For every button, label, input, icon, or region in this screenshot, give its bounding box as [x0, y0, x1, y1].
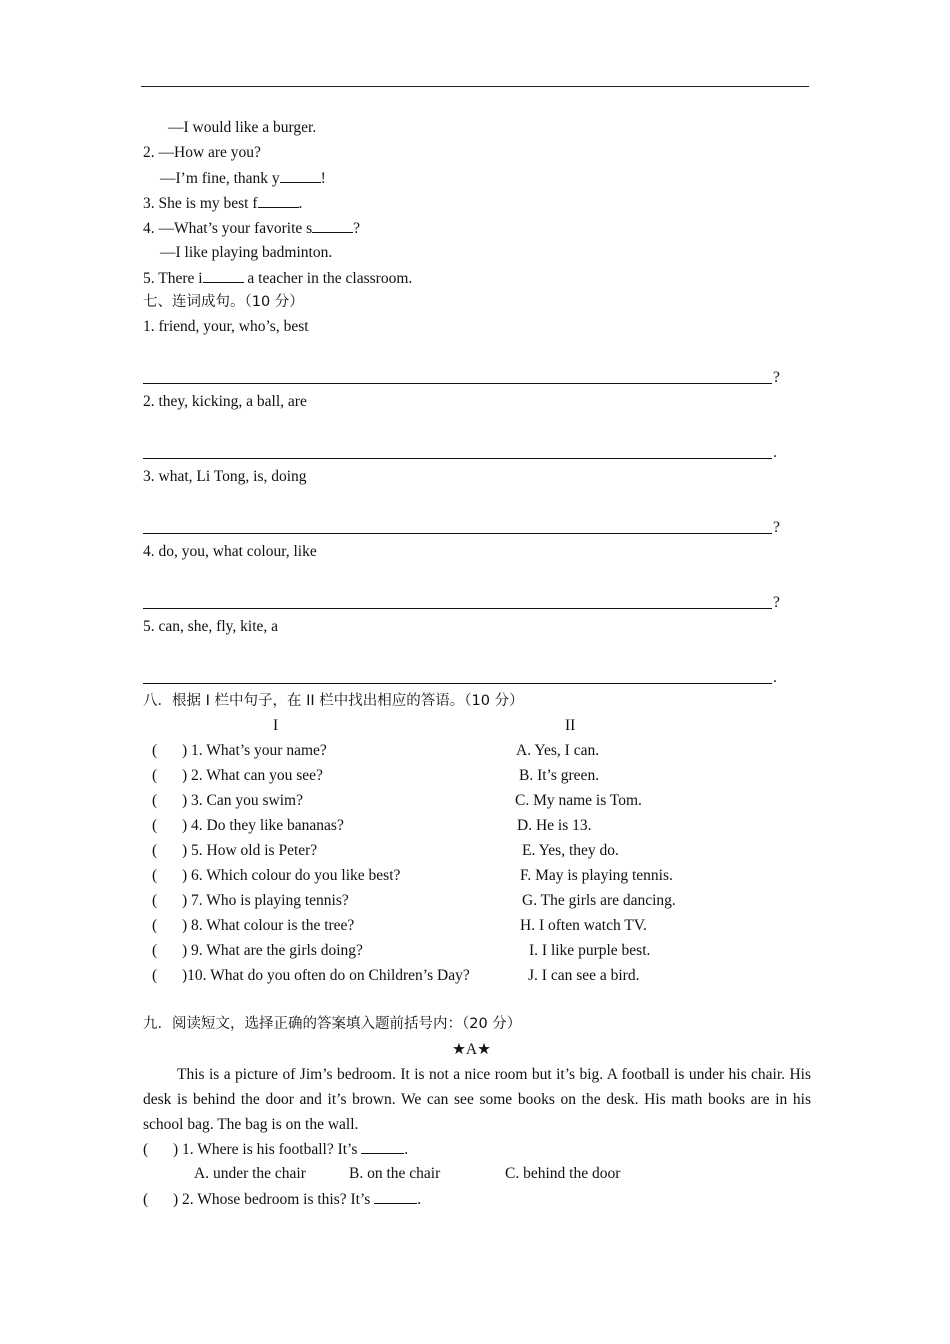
match-row-10 — [152, 967, 470, 985]
s7-end-4: ? — [773, 594, 780, 611]
q3-end: . — [298, 195, 303, 212]
reading-q2-end: . — [417, 1191, 422, 1208]
match-answer-e: E. Yes, they do. — [522, 842, 619, 859]
header-rule — [141, 86, 809, 87]
q2-question: 2. —How are you? — [143, 144, 261, 161]
q5-blank[interactable] — [203, 269, 244, 283]
match-answer-b: B. It’s green. — [519, 767, 600, 784]
q4-text: 4. —What’s your favorite s — [143, 220, 313, 237]
match-question: ) 4. Do they like bananas? — [182, 817, 344, 834]
match-question: ) 8. What colour is the tree? — [182, 917, 355, 934]
q2-reply-text: —I’m fine, thank y — [160, 170, 280, 187]
q4-line — [143, 219, 360, 238]
match-row-4 — [152, 817, 344, 835]
answer-paren[interactable]: ( — [152, 967, 158, 984]
reading-q1-option-a: A. under the chair — [194, 1165, 306, 1182]
answer-paren[interactable]: ( — [152, 917, 158, 934]
reading-q2-blank[interactable] — [374, 1190, 417, 1204]
match-row-7 — [152, 892, 349, 910]
match-row-2 — [152, 767, 323, 785]
s7-prompt-4: 4. do, you, what colour, like — [143, 543, 317, 560]
reading-q1-text: ) 1. Where is his football? It’s — [173, 1141, 362, 1158]
match-answer-c: C. My name is Tom. — [515, 792, 642, 809]
reading-q1 — [143, 1140, 408, 1159]
match-row-9 — [152, 942, 363, 960]
q2-blank[interactable] — [280, 169, 321, 183]
q5-text: 5. There i — [143, 270, 203, 287]
answer-paren[interactable]: ( — [152, 867, 158, 884]
answer-paren[interactable]: ( — [152, 942, 158, 959]
s7-prompt-2: 2. they, kicking, a ball, are — [143, 393, 307, 410]
s7-answer-line-1[interactable] — [143, 383, 772, 384]
q5-line — [143, 269, 412, 288]
match-question: ) 1. What’s your name? — [182, 742, 327, 759]
match-question: ) 6. Which colour do you like best? — [182, 867, 401, 884]
match-row-5 — [152, 842, 317, 860]
match-row-3 — [152, 792, 303, 810]
section9-heading: 九．阅读短文，选择正确的答案填入题前括号内：（20 分） — [143, 1016, 522, 1032]
q1-answer: —I would like a burger. — [168, 119, 317, 136]
reading-q1-option-b: B. on the chair — [349, 1165, 441, 1182]
match-question: ) 2. What can you see? — [182, 767, 323, 784]
match-row-6 — [152, 867, 400, 885]
match-question: )10. What do you often do on Children’s Day? — [182, 967, 470, 984]
answer-paren[interactable]: ( — [152, 767, 158, 784]
q2-reply-end: ! — [320, 170, 326, 187]
match-answer-f: F. May is playing tennis. — [520, 867, 673, 884]
reading-passage: This is a picture of Jim’s bedroom. It is not a nice room but it’s big. A football is under his chair. His desk is behind the door and it’s brown. We can see some books on the desk. His math books are in his school bag. The bag is on the wall. — [143, 1066, 811, 1133]
reading-q1-end: . — [404, 1141, 409, 1158]
s7-end-1: ? — [773, 369, 780, 386]
match-question: ) 5. How old is Peter? — [182, 842, 318, 859]
match-answer-d: D. He is 13. — [517, 817, 592, 834]
q4-reply: —I like playing badminton. — [160, 244, 333, 261]
s7-prompt-5: 5. can, she, fly, kite, a — [143, 618, 279, 635]
q3-line — [143, 194, 302, 213]
answer-paren[interactable]: ( — [152, 817, 158, 834]
reading-q1-option-c: C. behind the door — [505, 1165, 621, 1182]
match-row-1 — [152, 742, 327, 760]
passage-title: ★A★ — [452, 1041, 491, 1058]
section8-heading: 八．根据 I 栏中句子，在 II 栏中找出相应的答语。（10 分） — [143, 693, 524, 709]
s7-answer-line-4[interactable] — [143, 608, 772, 609]
answer-paren[interactable]: ( — [143, 1191, 149, 1208]
match-answer-j: J. I can see a bird. — [528, 967, 640, 984]
answer-paren[interactable]: ( — [143, 1141, 149, 1158]
q4-end: ? — [353, 220, 361, 237]
s7-prompt-3: 3. what, Li Tong, is, doing — [143, 468, 307, 485]
match-answer-g: G. The girls are dancing. — [522, 892, 676, 909]
reading-q1-blank[interactable] — [361, 1140, 404, 1154]
section7-heading: 七、连词成句。（10 分） — [143, 294, 304, 310]
q4-blank[interactable] — [312, 219, 353, 233]
match-answer-i: I. I like purple best. — [529, 942, 651, 959]
match-row-8 — [152, 917, 354, 935]
s7-end-2: . — [773, 444, 777, 461]
reading-q2 — [143, 1190, 421, 1209]
s7-prompt-1: 1. friend, your, who’s, best — [143, 318, 309, 335]
column-2-header: II — [565, 717, 576, 734]
answer-paren[interactable]: ( — [152, 842, 158, 859]
q5-end: a teacher in the classroom. — [243, 270, 413, 287]
answer-paren[interactable]: ( — [152, 742, 158, 759]
answer-paren[interactable]: ( — [152, 892, 158, 909]
q3-text: 3. She is my best f — [143, 195, 258, 212]
answer-paren[interactable]: ( — [152, 792, 158, 809]
s7-end-3: ? — [773, 519, 780, 536]
match-answer-a: A. Yes, I can. — [516, 742, 600, 759]
s7-answer-line-2[interactable] — [143, 458, 772, 459]
match-question: ) 3. Can you swim? — [182, 792, 303, 809]
match-answer-h: H. I often watch TV. — [520, 917, 647, 934]
match-question: ) 9. What are the girls doing? — [182, 942, 363, 959]
s7-end-5: . — [773, 669, 777, 686]
column-1-header: I — [273, 717, 279, 734]
s7-answer-line-5[interactable] — [143, 683, 772, 684]
s7-answer-line-3[interactable] — [143, 533, 772, 534]
q2-reply — [160, 169, 326, 188]
q3-blank[interactable] — [258, 194, 299, 208]
match-question: ) 7. Who is playing tennis? — [182, 892, 349, 909]
reading-q2-text: ) 2. Whose bedroom is this? It’s — [173, 1191, 375, 1208]
